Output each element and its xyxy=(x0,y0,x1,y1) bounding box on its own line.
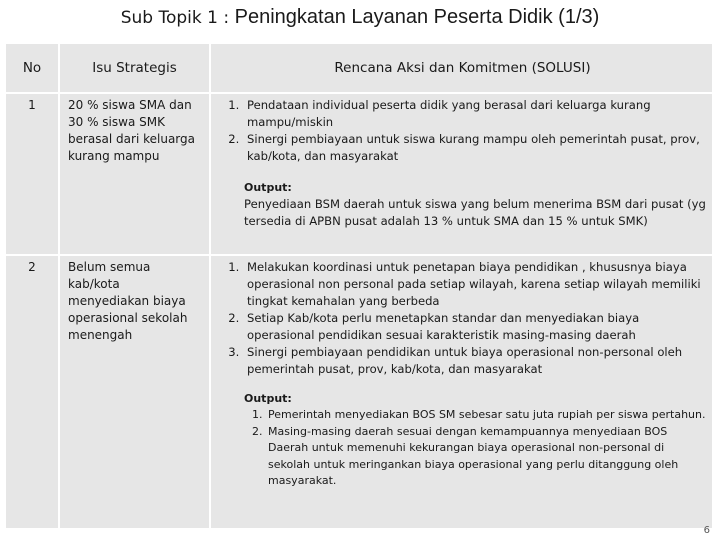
output-item: 2. Masing-masing daerah sesuai dengan kemampuannya menyediaan BOS Daerah untuk memenuhi kekurangan biaya operasional non-personal di sekolah untuk meringankan biaya operasional yang perlu ditanggung oleh masyarakat. xyxy=(266,424,706,490)
slide-title xyxy=(0,6,720,29)
action-item: 1. Melakukan koordinasi untuk penetapan biaya pendidikan , khususnya biaya operasional non personal pada setiap wilayah, karena setiap wilayah memiliki tingkat kemahalan yang berbeda xyxy=(243,259,706,310)
output-block xyxy=(244,179,706,230)
row-number: 1 xyxy=(28,98,36,112)
output-list xyxy=(244,407,706,490)
solusi-cell xyxy=(209,94,712,254)
table-row xyxy=(6,94,712,254)
output-item: 1. Pemerintah menyediakan BOS SM sebesar satu juta rupiah per siswa pertahun. xyxy=(266,407,706,424)
output-label: Output: xyxy=(244,181,292,194)
solusi-cell xyxy=(209,256,712,528)
page-number: 6 xyxy=(703,525,710,536)
row-number: 2 xyxy=(28,260,36,274)
header-rencana-aksi: Rencana Aksi dan Komitmen (SOLUSI) xyxy=(209,44,714,92)
action-item: 1. Pendataan individual peserta didik yang berasal dari keluarga kurang mampu/miskin xyxy=(243,97,706,131)
isu-strategis-text: 20 % siswa SMA dan 30 % siswa SMK berasal dari keluarga kurang mampu xyxy=(58,94,207,254)
header-isu-strategis: Isu Strategis xyxy=(58,44,209,92)
action-item: 2. Setiap Kab/kota perlu menetapkan standar dan menyediakan biaya operasional pendidikan sesuai karakteristik masing-masing daerah xyxy=(243,310,706,344)
action-list xyxy=(217,259,706,378)
output-label: Output: xyxy=(244,392,292,405)
strategy-table xyxy=(6,44,712,528)
table-row xyxy=(6,256,712,528)
action-list xyxy=(217,97,706,165)
table-header-row xyxy=(6,44,712,92)
title-main: Peningkatan Layanan Peserta Didik (1/3) xyxy=(229,6,600,28)
action-item: 3. Sinergi pembiayaan pendidikan untuk biaya operasional non-personal oleh pemerintah pusat, prov, kab/kota, dan masyarakat xyxy=(243,344,706,378)
output-text: Penyediaan BSM daerah untuk siswa yang belum menerima BSM dari pusat (yg tersedia di APBN pusat adalah 13 % untuk SMA dan 15 % untuk SMK) xyxy=(244,197,706,228)
title-prefix: Sub Topik 1 : xyxy=(120,8,230,28)
output-block xyxy=(244,390,706,490)
header-no: No xyxy=(22,60,42,76)
isu-strategis-text: Belum semua kab/kota menyediakan biaya operasional sekolah menengah xyxy=(58,256,207,528)
action-item: 2. Sinergi pembiayaan untuk siswa kurang mampu oleh pemerintah pusat, prov, kab/kota, dan masyarakat xyxy=(243,131,706,165)
